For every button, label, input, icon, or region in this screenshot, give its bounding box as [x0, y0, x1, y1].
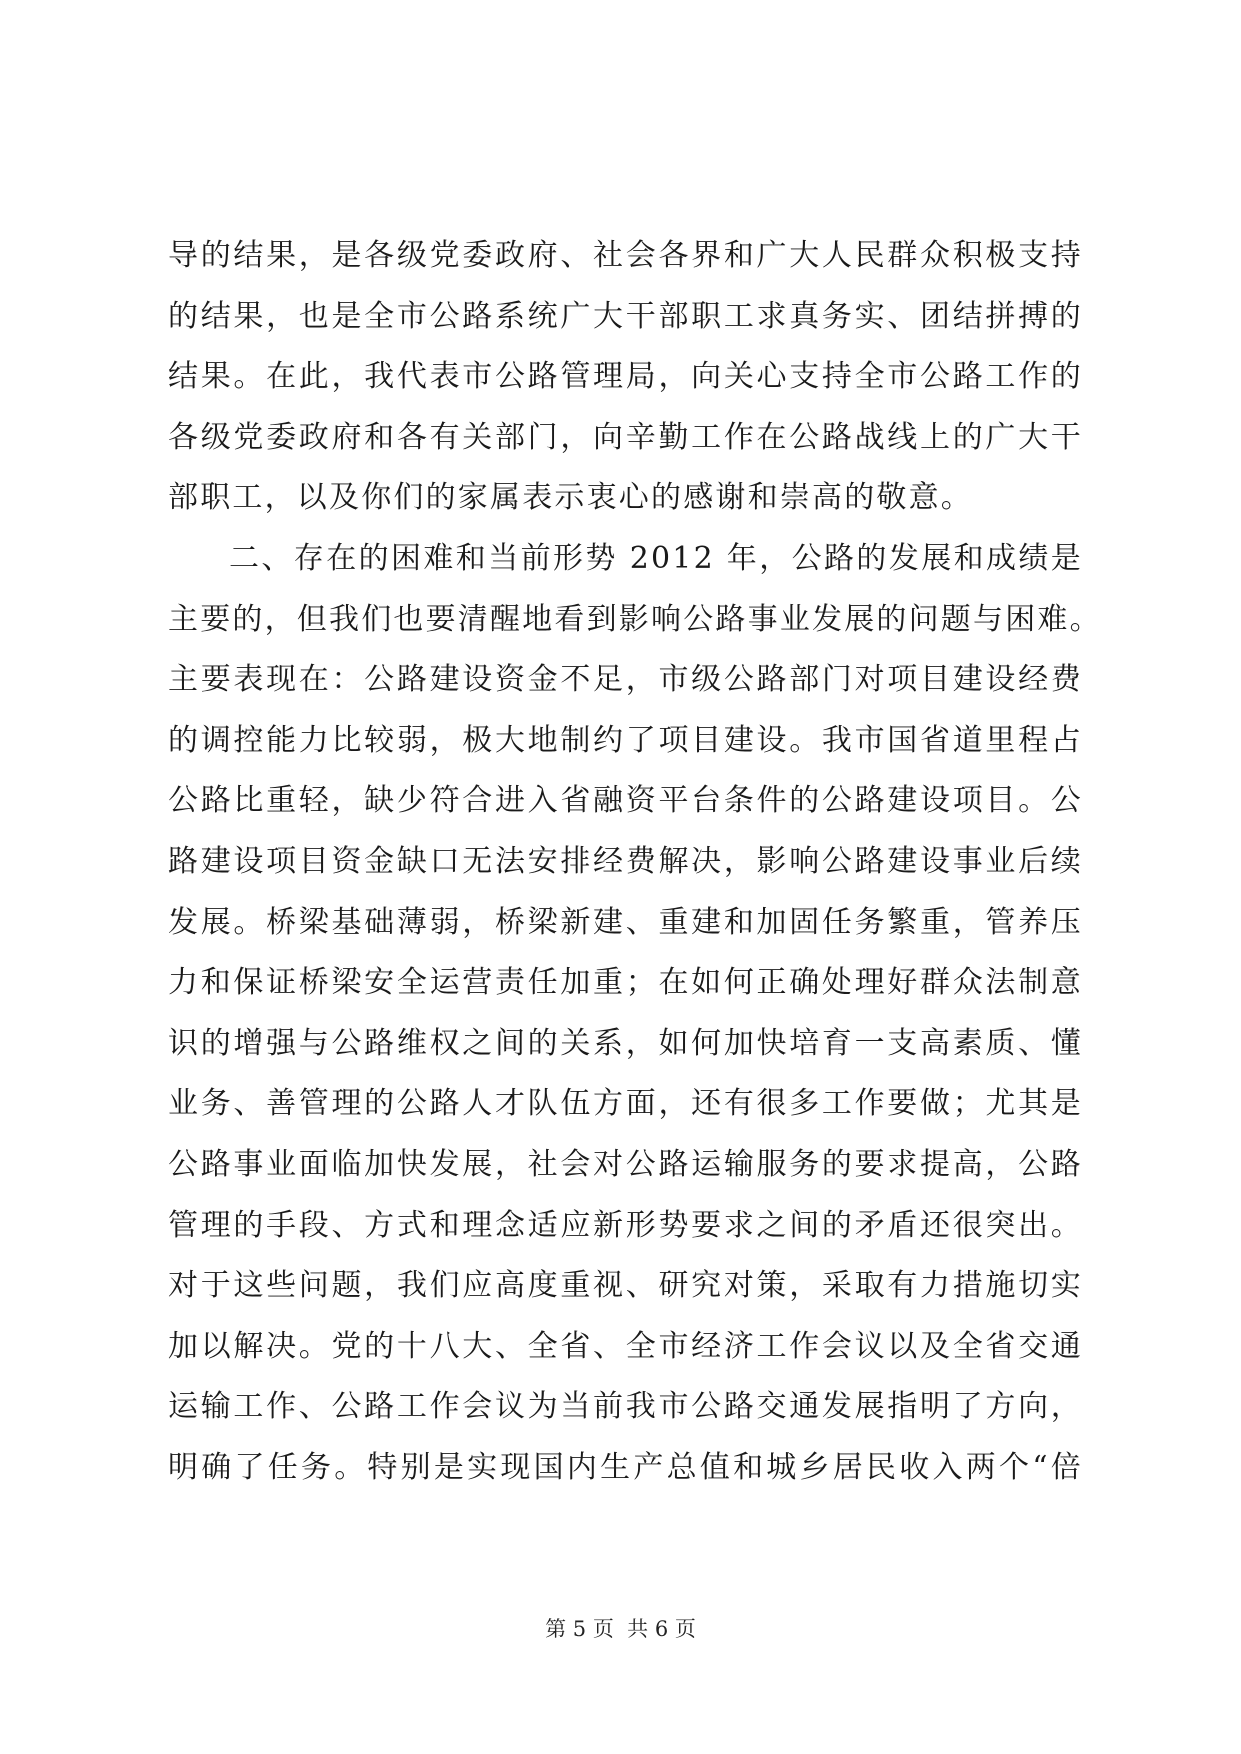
text-line: 公路比重轻，缺少符合进入省融资平台条件的公路建设项目。公 — [168, 783, 1083, 819]
document-body — [168, 226, 1102, 1498]
text-line: 运输工作、公路工作会议为当前我市公路交通发展指明了方向， — [168, 1389, 1083, 1425]
text-line: 结果。在此，我代表市公路管理局，向关心支持全市公路工作的 — [168, 359, 1083, 395]
page-footer — [0, 1614, 1241, 1644]
text-line: 发展。桥梁基础薄弱，桥梁新建、重建和加固任务繁重，管养压 — [168, 904, 1083, 940]
text-line: 路建设项目资金缺口无法安排经费解决，影响公路建设事业后续 — [168, 843, 1083, 879]
paragraph-heading-line: 二、存在的困难和当前形势 2012 年，公路的发展和成绩是 — [229, 540, 1083, 576]
text-line: 的结果，也是全市公路系统广大干部职工求真务实、团结拼搏的 — [168, 298, 1083, 334]
text-line: 管理的手段、方式和理念适应新形势要求之间的矛盾还很突出。 — [168, 1207, 1083, 1243]
text-line: 识的增强与公路维权之间的关系，如何加快培育一支高素质、懂 — [168, 1025, 1083, 1061]
text-line: 明确了任务。特别是实现国内生产总值和城乡居民收入两个“倍 — [168, 1449, 1083, 1485]
text-line: 的调控能力比较弱，极大地制约了项目建设。我市国省道里程占 — [168, 722, 1083, 758]
text-line: 部职工，以及你们的家属表示衷心的感谢和崇高的敬意。 — [168, 480, 973, 516]
text-line: 业务、善管理的公路人才队伍方面，还有很多工作要做；尤其是 — [168, 1086, 1083, 1122]
text-line: 各级党委政府和各有关部门，向辛勤工作在公路战线上的广大干 — [168, 419, 1083, 455]
text-line: 加以解决。党的十八大、全省、全市经济工作会议以及全省交通 — [168, 1328, 1083, 1364]
text-line: 主要的，但我们也要清醒地看到影响公路事业发展的问题与困难。 — [168, 601, 1102, 637]
page-number: 第 5 页 共 6 页 — [545, 1617, 696, 1641]
text-line: 主要表现在：公路建设资金不足，市级公路部门对项目建设经费 — [168, 662, 1083, 698]
text-line: 力和保证桥梁安全运营责任加重；在如何正确处理好群众法制意 — [168, 965, 1083, 1001]
text-line: 公路事业面临加快发展，社会对公路运输服务的要求提高，公路 — [168, 1146, 1083, 1182]
text-line: 导的结果，是各级党委政府、社会各界和广大人民群众积极支持 — [168, 238, 1083, 273]
text-line: 对于这些问题，我们应高度重视、研究对策，采取有力措施切实 — [168, 1268, 1083, 1304]
